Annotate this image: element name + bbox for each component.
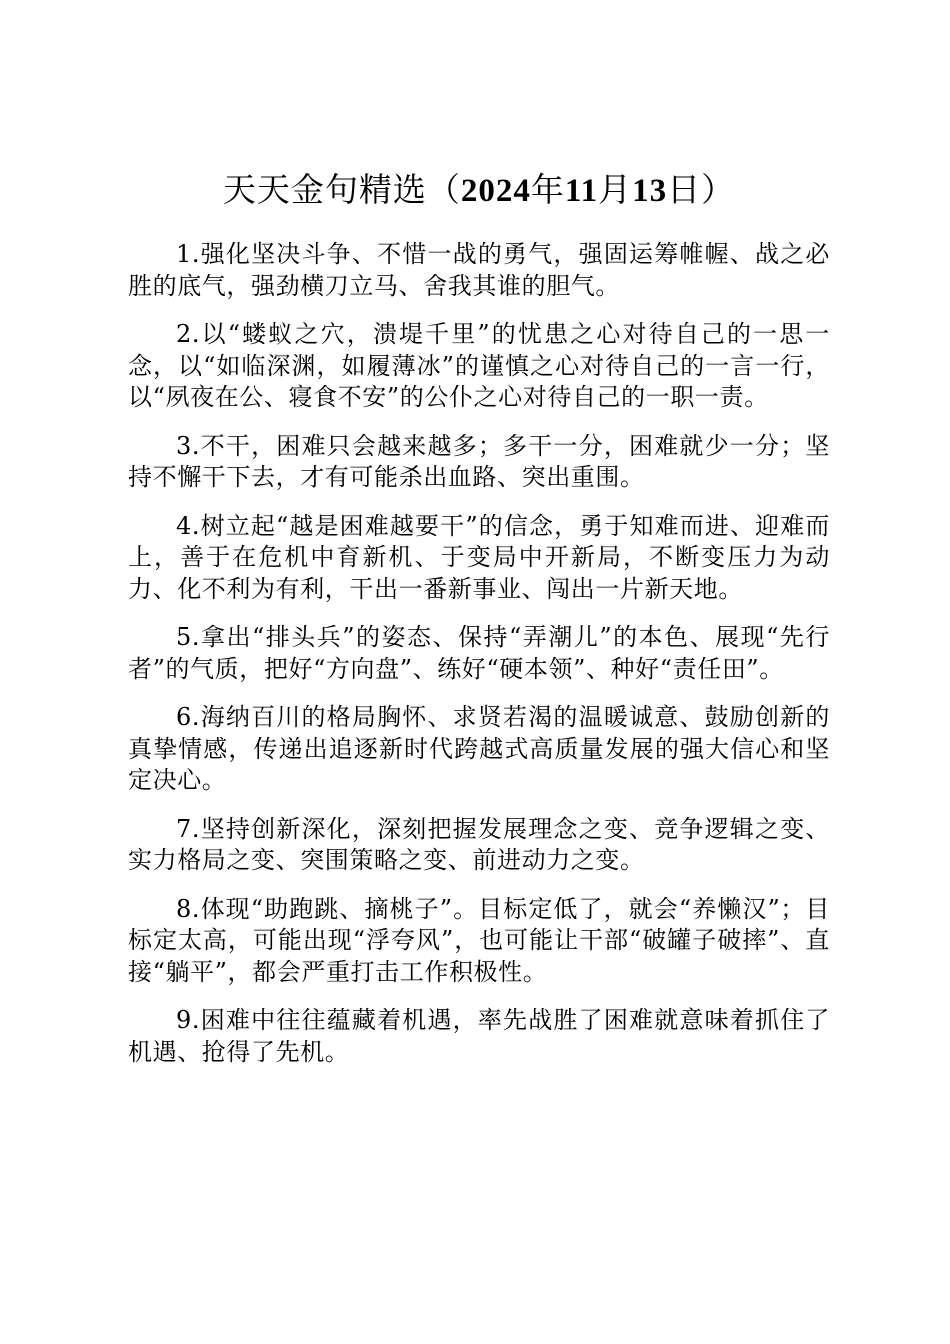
quote-paragraph-7: 7.坚持创新深化，深刻把握发展理念之变、竞争逻辑之变、实力格局之变、突围策略之变、前进动力之变。	[128, 814, 830, 874]
quote-paragraph-5: 5.拿出“排头兵”的姿态、保持“弄潮儿”的本色、展现“先行者”的气质，把好“方向盘”、练好“硬本领”、种好“责任田”。	[128, 623, 830, 683]
quote-list	[128, 239, 830, 1068]
quote-paragraph-6: 6.海纳百川的格局胸怀、求贤若渴的温暖诚意、鼓励创新的真挚情感，传递出追逐新时代跨越式高质量发展的强大信心和坚定决心。	[128, 703, 830, 794]
title-text: 天天金句精选（	[222, 170, 461, 209]
title-text: 年	[530, 170, 565, 209]
title-month: 11	[564, 173, 599, 209]
quote-paragraph-9: 9.困难中往往蕴藏着机遇，率先战胜了困难就意味着抓住了机遇、抢得了先机。	[128, 1006, 830, 1066]
title-text: 月	[598, 170, 633, 209]
title-day: 13	[632, 173, 668, 209]
quote-paragraph-4: 4.树立起“越是困难越要干”的信念，勇于知难而进、迎难而上，善于在危机中育新机、于变局中开新局，不断变压力为动力、化不利为有利，干出一番新事业、闯出一片新天地。	[128, 511, 830, 603]
quote-paragraph-1: 1.强化坚决斗争、不惜一战的勇气，强固运筹帷幄、战之必胜的底气，强劲横刀立马、舍我其谁的胆气。	[128, 240, 830, 300]
quote-paragraph-3: 3.不干，困难只会越来越多；多干一分，困难就少一分；坚持不懈干下去，才有可能杀出血路、突出重围。	[128, 431, 830, 491]
title-year: 2024	[460, 173, 531, 209]
title-text: 日）	[667, 170, 736, 209]
quote-paragraph-8: 8.体现“助跑跳、摘桃子”。目标定低了，就会“养懒汉”；目标定太高，可能出现“浮夸风”，也可能让干部“破罐子破摔”、直接“躺平”，都会严重打击工作积极性。	[128, 894, 830, 986]
page-title	[128, 164, 830, 217]
quote-paragraph-2: 2.以“蝼蚁之穴，溃堤千里”的忧患之心对待自己的一思一念，以“如临深渊，如履薄冰”的谨慎之心对待自己的一言一行，以“夙夜在公、寝食不安”的公仆之心对待自己的一职一责。	[128, 320, 830, 411]
